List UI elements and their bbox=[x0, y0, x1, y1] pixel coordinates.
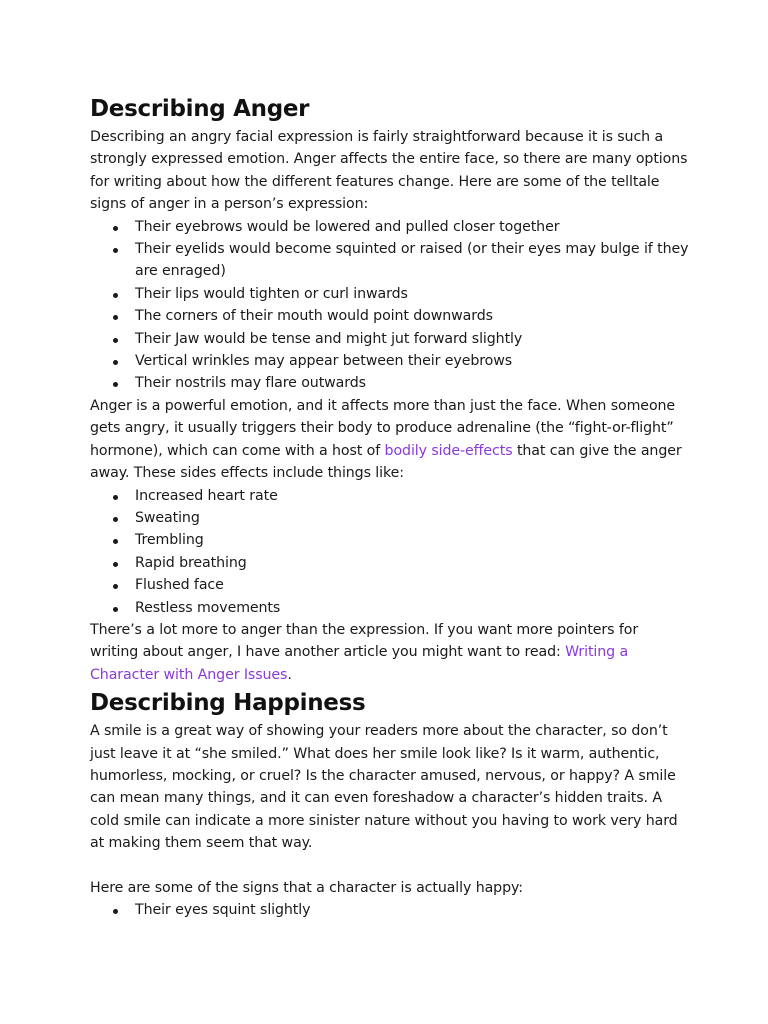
list-item: Their eyelids would become squinted or raised (or their eyes may bulge if they are enraged) bbox=[135, 238, 690, 283]
article-body bbox=[90, 94, 690, 922]
list-item: Their Jaw would be tense and might jut forward slightly bbox=[135, 328, 690, 350]
happiness-signs-list bbox=[90, 899, 690, 921]
list-item: Trembling bbox=[135, 529, 690, 551]
list-item: Increased heart rate bbox=[135, 485, 690, 507]
anger-adrenaline-paragraph bbox=[90, 395, 690, 485]
paragraph-spacer bbox=[90, 855, 690, 877]
paragraph-text: Anger is a powerful emotion, and it affects more than just the face. When someone gets angry, it usually triggers their body to produce adrenaline (the “fight-or-flight” hormone), which can come with a host of bbox=[90, 397, 676, 459]
anger-issues-article-link[interactable]: Writing a Character with Anger Issues bbox=[90, 644, 629, 683]
anger-more-paragraph bbox=[90, 619, 690, 686]
paragraph-text: that can give the anger away. These sides effects include things like: bbox=[90, 442, 682, 482]
anger-heading: Describing Anger bbox=[90, 96, 310, 122]
bodily-side-effects-link[interactable]: bodily side-effects bbox=[384, 442, 513, 459]
list-item: Flushed face bbox=[135, 574, 690, 596]
list-item: Their eyebrows would be lowered and pulled closer together bbox=[135, 216, 690, 238]
happiness-intro-paragraph: A smile is a great way of showing your readers more about the character, so don’t just leave it at “she smiled.” What does her smile look like? Is it warm, authentic, humorless, mocking, or cruel? Is the character amused, nervous, or happy? A smile can mean many things, and it can even foreshadow a character’s hidden traits. A cold smile can indicate a more sinister nature without you having to work very hard at making them seem that way. bbox=[90, 723, 678, 852]
anger-intro-paragraph: Describing an angry facial expression is fairly straightforward because it is such a strongly expressed emotion. Anger affects the entire face, so there are many options for writing about how the different features change. Here are some of the telltale signs of anger in a person’s expression: bbox=[90, 129, 688, 213]
side-effects-list bbox=[90, 485, 690, 619]
list-item: Their eyes squint slightly bbox=[135, 899, 690, 921]
paragraph-text: . bbox=[287, 666, 292, 683]
list-item: Their lips would tighten or curl inwards bbox=[135, 283, 690, 305]
paragraph-text: There’s a lot more to anger than the expression. If you want more pointers for writing about anger, I have another article you might want to read: bbox=[90, 621, 639, 661]
list-item: Restless movements bbox=[135, 597, 690, 619]
happiness-signs-intro: Here are some of the signs that a character is actually happy: bbox=[90, 879, 523, 896]
list-item: Rapid breathing bbox=[135, 552, 690, 574]
list-item: Their nostrils may flare outwards bbox=[135, 372, 690, 394]
list-item: Sweating bbox=[135, 507, 690, 529]
list-item: The corners of their mouth would point downwards bbox=[135, 305, 690, 327]
list-item: Vertical wrinkles may appear between their eyebrows bbox=[135, 350, 690, 372]
happiness-heading: Describing Happiness bbox=[90, 690, 366, 717]
anger-signs-list bbox=[90, 216, 690, 395]
